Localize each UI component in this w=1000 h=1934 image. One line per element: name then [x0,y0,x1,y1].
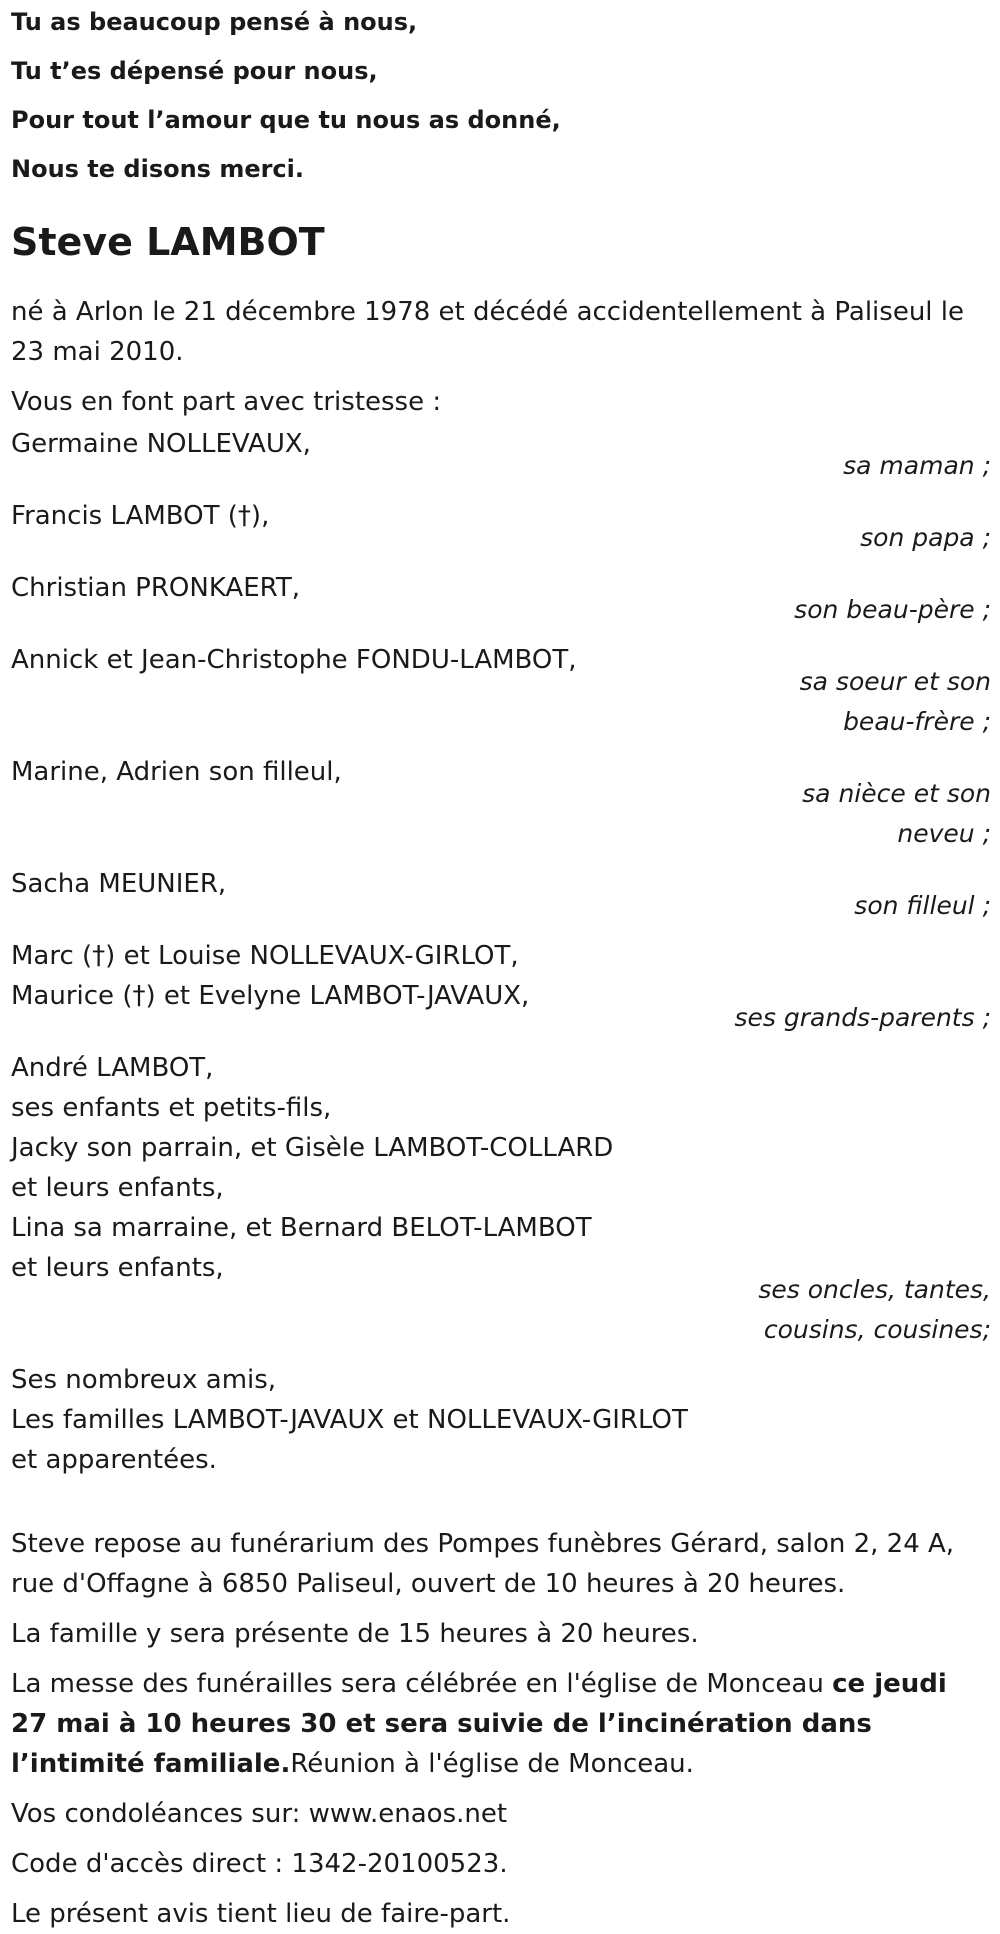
poem-line: Tu t’es dépensé pour nous, [11,57,378,85]
family-entry [11,752,1000,854]
announcement: Vous en font part avec tristesse : [11,387,442,417]
family-name: Ses nombreux amis, [11,1365,277,1395]
family-entry [11,640,1000,742]
family-name: Christian PRONKAERT, [11,573,300,603]
family-name: Francis LAMBOT (†), [11,501,270,531]
mass-prefix: La messe des funérailles sera célébrée en l'église de Monceau [11,1669,833,1699]
family-name: ses enfants et petits-fils, [11,1093,332,1123]
access-code: Code d'accès direct : 1342-20100523. [11,1849,508,1879]
poem-line: Tu as beaucoup pensé à nous, [11,8,418,36]
mass-suffix: Réunion à l'église de Monceau. [290,1749,694,1779]
deceased-name: Steve LAMBOT [11,220,325,264]
family-relation: son papa ; [860,523,991,552]
family-name: Marine, Adrien son filleul, [11,757,342,787]
family-name: Annick et Jean-Christophe FONDU-LAMBOT, [11,645,577,675]
family-relation: ses oncles, tantes, cousins, cousines; [758,1275,991,1344]
family-relation: sa maman ; [843,451,991,480]
family-relation: son filleul ; [854,891,991,920]
poem-line: Pour tout l’amour que tu nous as donné, [11,106,561,134]
family-entry [11,1360,1000,1480]
family-name: Maurice (†) et Evelyne LAMBOT-JAVAUX, [11,981,530,1011]
family-name: Jacky son parrain, et Gisèle LAMBOT-COLLARD [11,1133,614,1163]
family-name: et leurs enfants, [11,1253,224,1283]
family-entry [11,496,1000,558]
family-relation: ses grands-parents ; [734,1003,991,1032]
family-name: Les familles LAMBOT-JAVAUX et NOLLEVAUX-GIRLOT [11,1405,688,1435]
family-entry [11,936,1000,1038]
family-entry [11,1048,1000,1350]
family-name: André LAMBOT, [11,1053,214,1083]
family-name: Lina sa marraine, et Bernard BELOT-LAMBOT [11,1213,592,1243]
family-entry [11,864,1000,926]
funerarium-info: Steve repose au funérarium des Pompes funèbres Gérard, salon 2, 24 A, rue d'Offagne à 6850 Paliseul, ouvert de 10 heures à 20 heures. [11,1529,955,1599]
mass-info [11,1664,991,1784]
poem-line: Nous te disons merci. [11,155,305,183]
family-name: Sacha MEUNIER, [11,869,227,899]
family-presence: La famille y sera présente de 15 heures à 20 heures. [11,1619,699,1649]
family-relation: sa soeur et son beau-frère ; [799,667,991,736]
birth-death-info: né à Arlon le 21 décembre 1978 et décédé accidentellement à Paliseul le 23 mai 2010. [11,297,964,367]
family-name: et apparentées. [11,1445,217,1475]
notice: Le présent avis tient lieu de faire-part. [11,1899,511,1929]
family-name: Germaine NOLLEVAUX, [11,429,311,459]
poem [11,0,1000,184]
family-entry [11,568,1000,630]
mass-bold: ce jeudi 27 mai à 10 heures 30 et sera suivie de l’incinération dans l’intimité familiale. [11,1669,947,1779]
family-relation: sa nièce et son neveu ; [802,779,991,848]
family-name: Marc (†) et Louise NOLLEVAUX-GIRLOT, [11,941,519,971]
family-relation: son beau-père ; [794,595,991,624]
family-name: et leurs enfants, [11,1173,224,1203]
family-entry [11,424,1000,486]
condolences: Vos condoléances sur: www.enaos.net [11,1799,508,1829]
